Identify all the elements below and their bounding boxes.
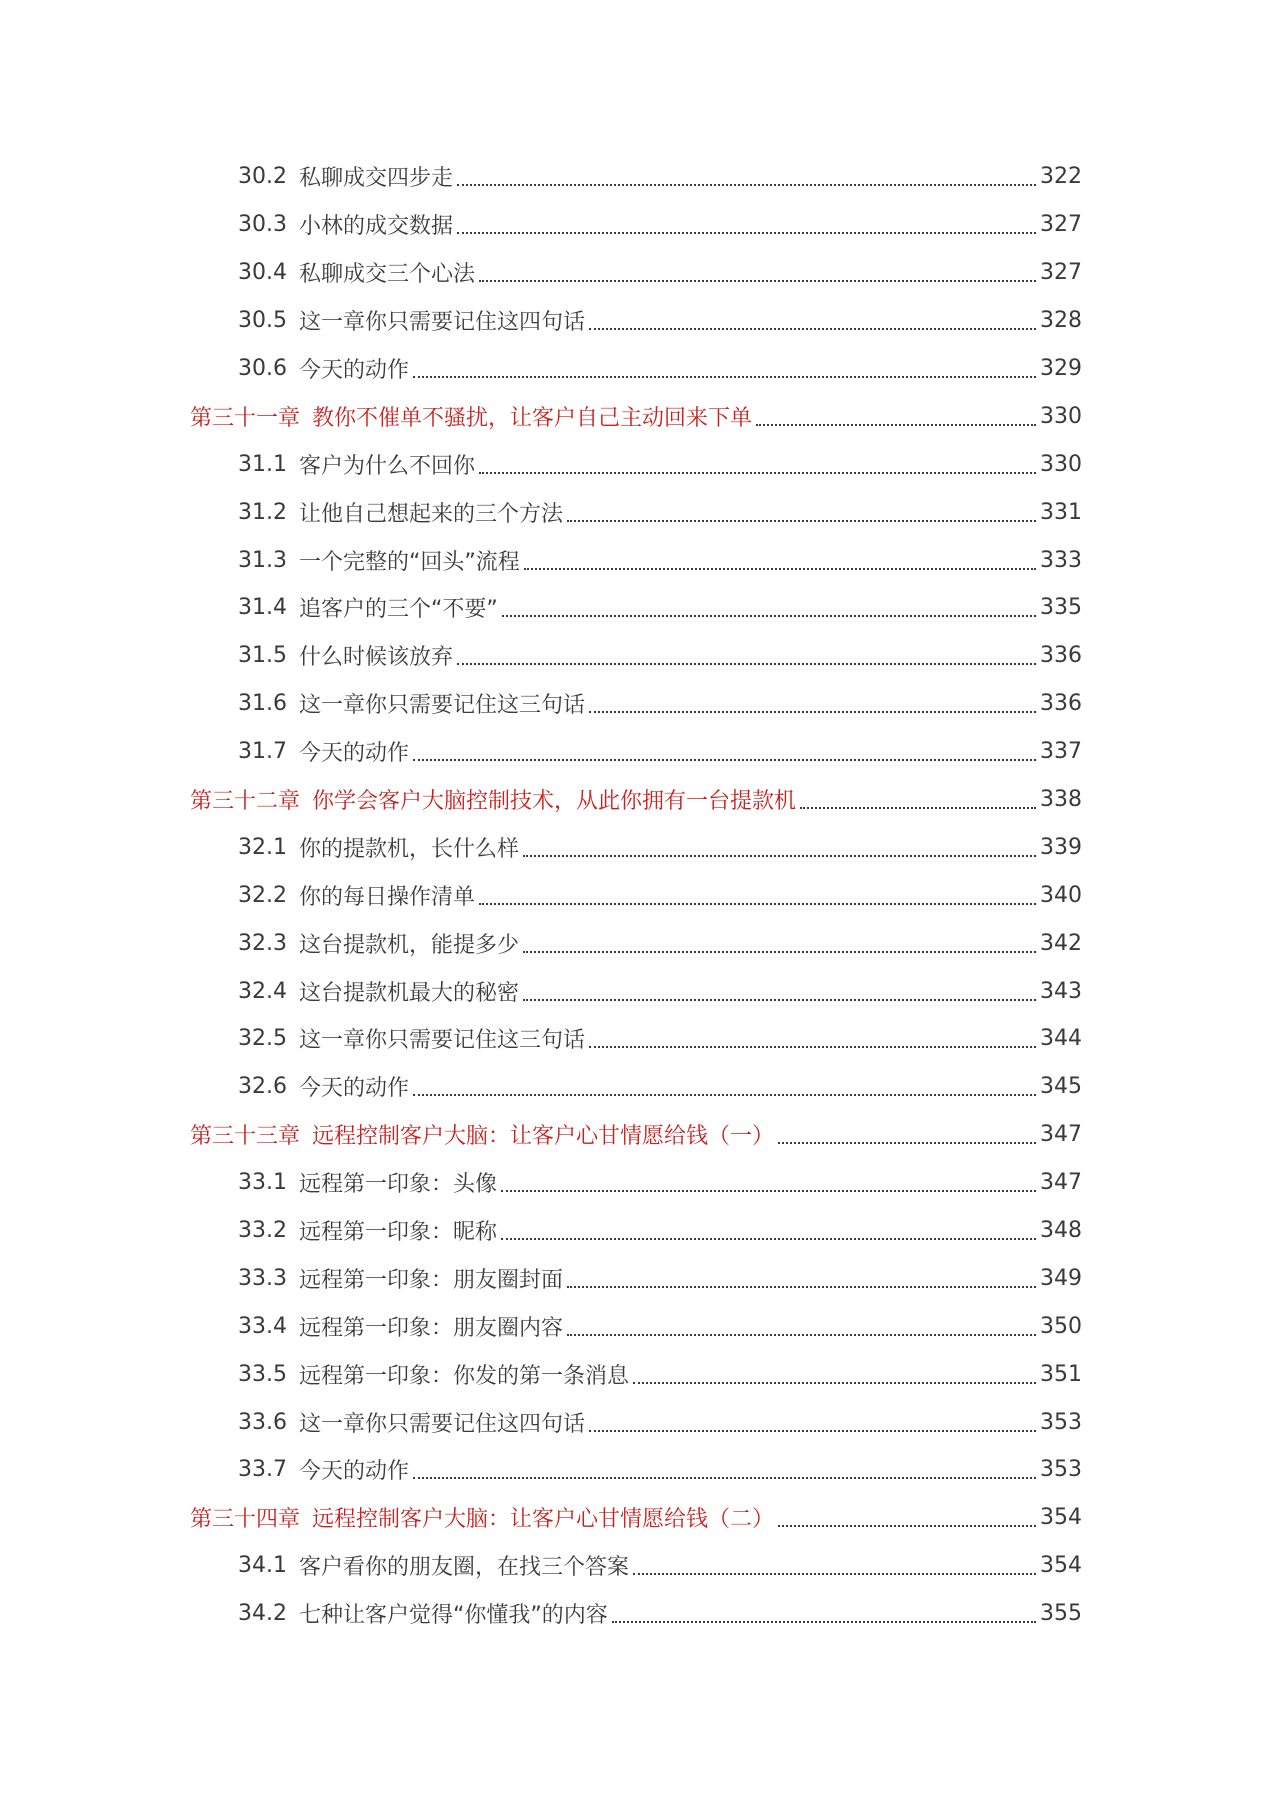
toc-entry-number: 32.5 [238, 1026, 287, 1052]
toc-entry-title: 这一章你只需要记住这四句话 [298, 1411, 585, 1437]
toc-entry-title: 远程第一印象：头像 [298, 1172, 497, 1198]
toc-page-number: 348 [1040, 1218, 1082, 1244]
toc-section-entry[interactable] [190, 1207, 1082, 1255]
toc-section-entry[interactable] [190, 488, 1082, 536]
toc-dot-leader [501, 1237, 1036, 1240]
toc-entry-number: 34.2 [238, 1601, 287, 1627]
toc-dot-leader [589, 710, 1036, 713]
toc-page-number: 349 [1040, 1265, 1082, 1291]
toc-entry-number: 33.1 [238, 1170, 287, 1196]
toc-entry-number: 32.1 [238, 834, 287, 860]
toc-page-number: 327 [1040, 260, 1082, 286]
toc-entry-title: 远程第一印象：朋友圈内容 [298, 1315, 563, 1341]
toc-dot-leader [523, 998, 1036, 1001]
toc-entry-title: 私聊成交四步走 [298, 166, 453, 192]
toc-page-number: 351 [1040, 1361, 1082, 1387]
toc-dot-leader [778, 1141, 1036, 1144]
toc-page-number: 333 [1040, 547, 1082, 573]
toc-entry-number: 31.5 [238, 643, 287, 669]
toc-entry-title: 远程第一印象：昵称 [298, 1220, 497, 1246]
toc-entry-number: 33.7 [238, 1457, 287, 1483]
toc-dot-leader [589, 327, 1036, 330]
toc-dot-leader [479, 279, 1036, 282]
toc-entry-number: 30.2 [238, 164, 287, 190]
toc-page-number: 339 [1040, 834, 1082, 860]
toc-entry-title: 一个完整的“回头”流程 [298, 549, 520, 575]
toc-entry-number: 33.6 [238, 1409, 287, 1435]
toc-entry-title: 客户为什么不回你 [298, 453, 475, 479]
toc-section-entry[interactable] [190, 440, 1082, 488]
toc-entry-title: 这台提款机，能提多少 [298, 932, 519, 958]
toc-entry-number: 第三十一章 [190, 405, 301, 431]
toc-dot-leader [778, 1524, 1036, 1527]
toc-entry-number: 30.3 [238, 212, 287, 238]
toc-page-number: 327 [1040, 212, 1082, 238]
toc-entry-title: 这台提款机最大的秘密 [298, 980, 519, 1006]
toc-section-entry[interactable] [190, 1254, 1082, 1302]
toc-section-entry[interactable] [190, 728, 1082, 776]
toc-page-number: 336 [1040, 691, 1082, 717]
toc-entry-number: 31.3 [238, 547, 287, 573]
table-of-contents [190, 153, 1082, 1638]
toc-section-entry[interactable] [190, 345, 1082, 393]
toc-dot-leader [756, 423, 1036, 426]
toc-section-entry[interactable] [190, 297, 1082, 345]
toc-section-entry[interactable] [190, 249, 1082, 297]
toc-entry-number: 第三十四章 [190, 1507, 301, 1533]
toc-section-entry[interactable] [190, 1446, 1082, 1494]
toc-entry-title: 远程控制客户大脑：让客户心甘情愿给钱（二） [312, 1507, 775, 1533]
toc-entry-number: 33.2 [238, 1218, 287, 1244]
toc-entry-number: 30.6 [238, 356, 287, 381]
toc-entry-title: 这一章你只需要记住这三句话 [298, 1028, 585, 1054]
toc-entry-title: 让他自己想起来的三个方法 [298, 501, 563, 527]
toc-dot-leader [413, 1093, 1036, 1096]
toc-dot-leader [501, 1189, 1036, 1192]
toc-chapter-entry[interactable] [190, 1111, 1082, 1159]
toc-entry-title: 教你不催单不骚扰，让客户自己主动回来下单 [312, 405, 753, 431]
toc-page-number: 347 [1040, 1170, 1082, 1196]
toc-chapter-entry[interactable] [190, 1494, 1082, 1542]
toc-section-entry[interactable] [190, 1350, 1082, 1398]
toc-entry-number: 30.4 [238, 260, 287, 286]
toc-chapter-entry[interactable] [190, 776, 1082, 824]
toc-page-number: 354 [1040, 1505, 1082, 1531]
toc-section-entry[interactable] [190, 1015, 1082, 1063]
toc-entry-title: 今天的动作 [298, 358, 409, 383]
toc-dot-leader [413, 1476, 1036, 1479]
toc-dot-leader [523, 950, 1036, 953]
toc-page-number: 344 [1040, 1026, 1082, 1052]
toc-entry-number: 31.1 [238, 451, 287, 477]
toc-page-number: 342 [1040, 930, 1082, 956]
toc-dot-leader [633, 1381, 1036, 1384]
toc-dot-leader [589, 1045, 1036, 1048]
toc-page-number: 331 [1040, 499, 1082, 525]
toc-page-number: 340 [1040, 882, 1082, 908]
toc-dot-leader [800, 806, 1036, 809]
toc-section-entry[interactable] [190, 1398, 1082, 1446]
toc-page-number: 354 [1040, 1553, 1082, 1579]
toc-section-entry[interactable] [190, 1063, 1082, 1111]
toc-entry-title: 你的提款机，长什么样 [298, 836, 519, 862]
toc-dot-leader [589, 1429, 1036, 1432]
toc-entry-title: 什么时候该放弃 [298, 645, 453, 671]
toc-section-entry[interactable] [190, 1542, 1082, 1590]
toc-page-number: 330 [1040, 403, 1082, 429]
toc-entry-number: 第三十二章 [190, 789, 301, 815]
toc-dot-leader [413, 758, 1036, 761]
toc-entry-number: 34.1 [238, 1553, 287, 1579]
toc-dot-leader [479, 471, 1036, 474]
toc-entry-title: 七种让客户觉得“你懂我”的内容 [298, 1603, 608, 1629]
toc-section-entry[interactable] [190, 823, 1082, 871]
toc-dot-leader [457, 231, 1036, 234]
toc-section-entry[interactable] [190, 967, 1082, 1015]
toc-page-number: 322 [1040, 164, 1082, 190]
toc-page-number: 347 [1040, 1122, 1082, 1148]
toc-entry-number: 30.5 [238, 308, 287, 334]
toc-section-entry[interactable] [190, 919, 1082, 967]
toc-entry-title: 远程第一印象：你发的第一条消息 [298, 1363, 629, 1389]
toc-section-entry[interactable] [190, 1159, 1082, 1207]
toc-section-entry[interactable] [190, 201, 1082, 249]
toc-dot-leader [567, 1333, 1036, 1336]
toc-entry-title: 追客户的三个“不要” [298, 597, 498, 623]
toc-section-entry[interactable] [190, 632, 1082, 680]
toc-entry-title: 你的每日操作清单 [298, 884, 475, 910]
toc-entry-number: 31.6 [238, 691, 287, 717]
toc-entry-number: 33.5 [238, 1361, 287, 1387]
toc-entry-number: 33.4 [238, 1313, 287, 1339]
toc-entry-title: 小林的成交数据 [298, 214, 453, 240]
toc-page-number: 345 [1040, 1074, 1082, 1100]
toc-section-entry[interactable] [190, 1302, 1082, 1350]
toc-section-entry[interactable] [190, 584, 1082, 632]
toc-entry-title: 今天的动作 [298, 741, 409, 767]
toc-page-number: 337 [1040, 739, 1082, 765]
toc-entry-title: 这一章你只需要记住这四句话 [298, 310, 585, 336]
toc-dot-leader [523, 854, 1036, 857]
toc-dot-leader [413, 375, 1036, 378]
toc-section-entry[interactable] [190, 153, 1082, 201]
toc-dot-leader [567, 1285, 1036, 1288]
toc-entry-number: 32.2 [238, 882, 287, 908]
toc-dot-leader [612, 1620, 1036, 1623]
toc-dot-leader [502, 614, 1036, 617]
toc-entry-title: 客户看你的朋友圈，在找三个答案 [298, 1555, 629, 1581]
toc-entry-number: 31.7 [238, 739, 287, 765]
toc-entry-number: 第三十三章 [190, 1124, 301, 1150]
toc-chapter-entry[interactable] [190, 392, 1082, 440]
toc-page-number: 355 [1040, 1601, 1082, 1627]
toc-section-entry[interactable] [190, 680, 1082, 728]
toc-dot-leader [567, 519, 1036, 522]
toc-page-number: 335 [1040, 595, 1082, 621]
toc-dot-leader [457, 662, 1036, 665]
toc-dot-leader [479, 902, 1036, 905]
toc-entry-title: 你学会客户大脑控制技术，从此你拥有一台提款机 [312, 789, 797, 815]
toc-page-number: 330 [1040, 451, 1082, 477]
toc-page-number: 328 [1040, 308, 1082, 334]
toc-entry-number: 32.6 [238, 1074, 287, 1100]
toc-page-number: 338 [1040, 787, 1082, 813]
toc-entry-number: 32.3 [238, 930, 287, 956]
toc-entry-title: 远程控制客户大脑：让客户心甘情愿给钱（一） [312, 1124, 775, 1150]
toc-page-number: 353 [1040, 1409, 1082, 1435]
toc-page-number: 343 [1040, 978, 1082, 1004]
toc-entry-title: 今天的动作 [298, 1076, 409, 1102]
toc-page-number: 350 [1040, 1313, 1082, 1339]
toc-section-entry[interactable] [190, 1590, 1082, 1638]
toc-section-entry[interactable] [190, 536, 1082, 584]
toc-entry-title: 私聊成交三个心法 [298, 262, 475, 288]
toc-dot-leader [633, 1572, 1036, 1575]
toc-entry-title: 今天的动作 [298, 1459, 409, 1485]
toc-entry-number: 33.3 [238, 1265, 287, 1291]
toc-page-number: 336 [1040, 643, 1082, 669]
toc-entry-number: 32.4 [238, 978, 287, 1004]
toc-page-number: 329 [1040, 356, 1082, 381]
toc-entry-number: 31.2 [238, 499, 287, 525]
toc-entry-number: 31.4 [238, 595, 287, 621]
toc-entry-title: 这一章你只需要记住这三句话 [298, 693, 585, 719]
toc-dot-leader [524, 567, 1036, 570]
toc-entry-title: 远程第一印象：朋友圈封面 [298, 1267, 563, 1293]
toc-page-number: 353 [1040, 1457, 1082, 1483]
toc-section-entry[interactable] [190, 871, 1082, 919]
toc-dot-leader [457, 183, 1036, 186]
